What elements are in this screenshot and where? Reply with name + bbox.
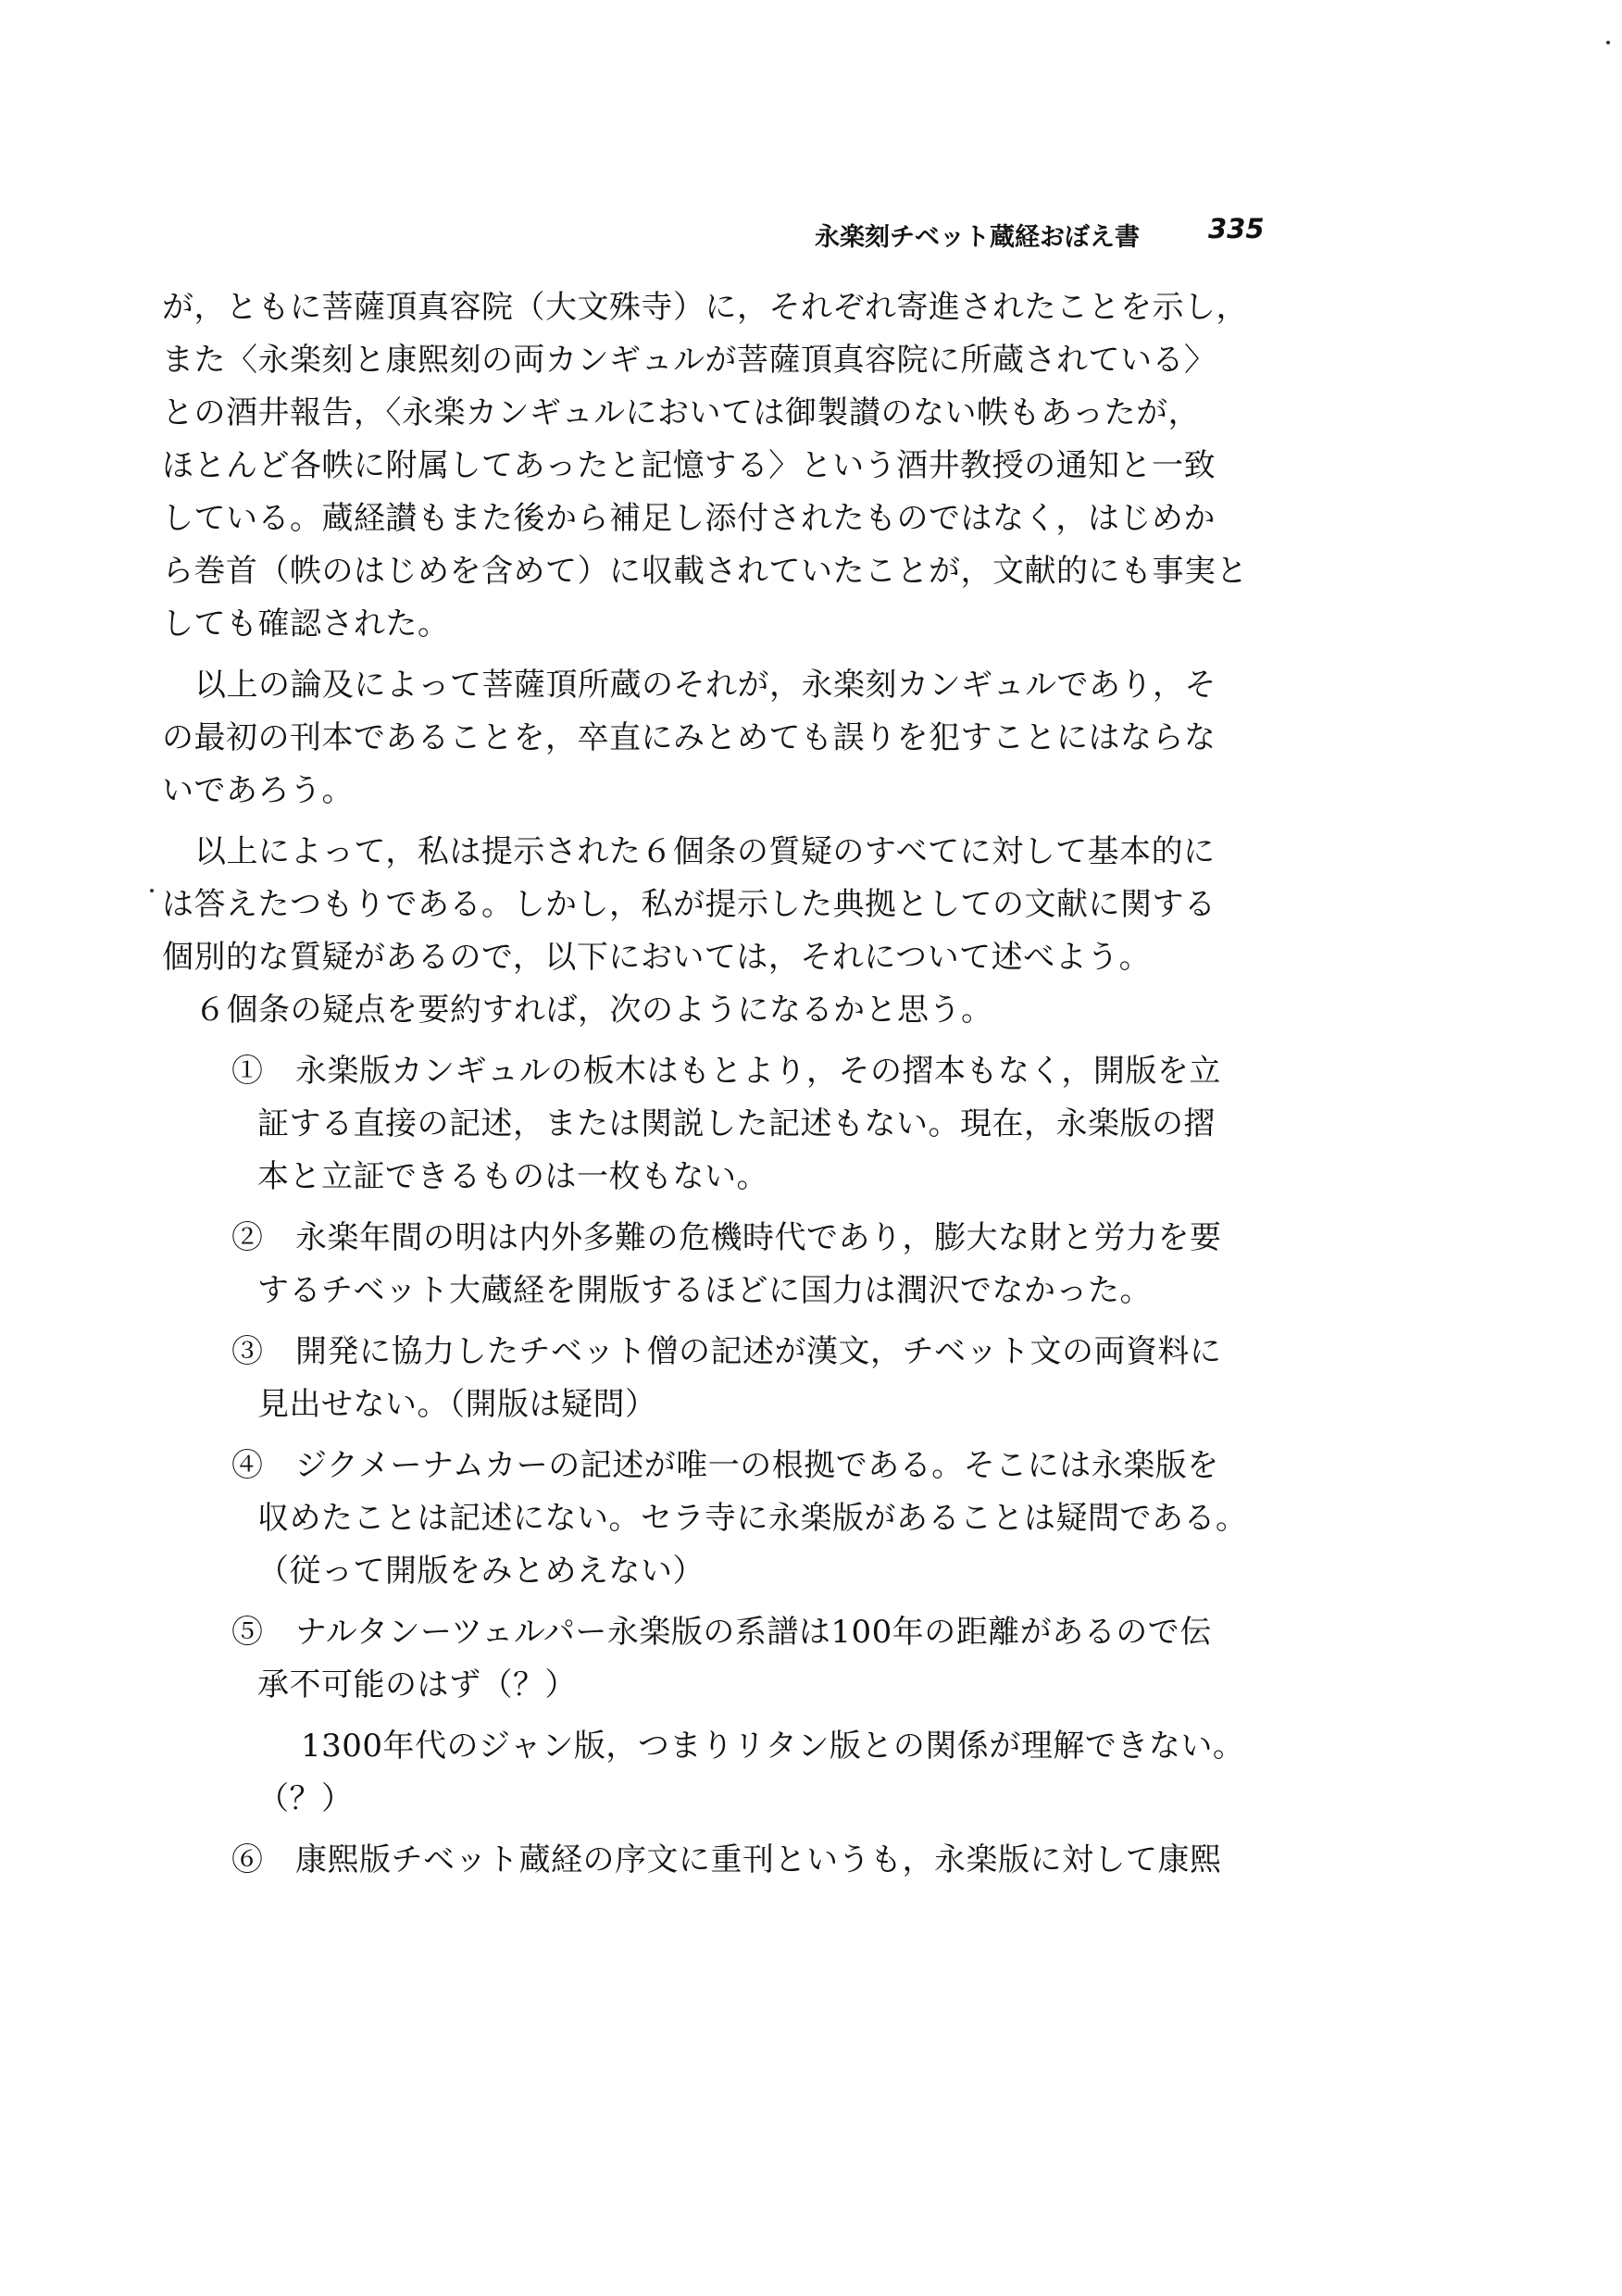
scan-speck [1606, 41, 1610, 44]
list-item-line: 収めたことは記述にない。セラ寺に永楽版があることは疑問である。 [257, 1500, 1248, 1537]
scan-speck [150, 889, 154, 892]
body-line: ら巻首（帙のはじめを含めて）に収載されていたことが，文献的にも事実と [162, 553, 1248, 590]
list-item-line: 本と立証できるものは一枚もない。 [257, 1158, 768, 1195]
body-line: 以上の論及によって菩薩頂所蔵のそれが，永楽刻カンギュルであり，そ [194, 667, 1216, 704]
body-line: 個別的な質疑があるので，以下においては，それについて述べよう。 [162, 939, 1152, 976]
running-title: 永楽刻チベット蔵経おぼえ書 [815, 223, 1140, 252]
body-line: また〈永楽刻と康熙刻の両カンギュルが菩薩頂真容院に所蔵されている〉 [162, 342, 1216, 379]
list-item-line: ① 永楽版カンギュルの板木はもとより，その摺本もなく，開版を立 [231, 1053, 1221, 1090]
list-item-line: 承不可能のはず（？） [257, 1666, 577, 1703]
list-item-line: するチベット大蔵経を開版するほどに国力は潤沢でなかった。 [257, 1272, 1152, 1309]
body-line: の最初の刊本であることを，卒直にみとめても誤りを犯すことにはならな [162, 719, 1216, 756]
list-item-line: 証する直接の記述，または関説した記述もない。現在，永楽版の摺 [257, 1105, 1216, 1142]
list-item-line: ⑤ ナルタンーツェルパー永楽版の系譜は100年の距離があるので伝 [231, 1614, 1212, 1651]
running-header [815, 213, 1278, 254]
list-item-line: （従って開版をみとめえない） [257, 1553, 705, 1590]
body-line: している。蔵経讃もまた後から補足し添付されたものではなく，はじめか [162, 500, 1216, 537]
list-item-line: ③ 開発に協力したチベット僧の記述が漢文，チベット文の両資料に [231, 1333, 1222, 1370]
list-item-note-line: （？） [257, 1780, 354, 1817]
page-number: 335 [1208, 213, 1265, 244]
list-item-line: 見出せない。（開版は疑問） [257, 1386, 657, 1423]
body-line: ６個条の疑点を要約すれば，次のようになるかと思う。 [194, 992, 993, 1029]
body-line: ほとんど各帙に附属してあったと記憶する〉という酒井教授の通知と一致 [162, 447, 1216, 484]
body-line: との酒井報告，〈永楽カンギュルにおいては御製讃のない帙もあったが， [162, 394, 1201, 431]
list-item-line: ⑥ 康熙版チベット蔵経の序文に重刊というも，永楽版に対して康熙 [231, 1841, 1222, 1878]
body-line: 以上によって，私は提示された６個条の質疑のすべてに対して基本的に [194, 833, 1216, 870]
body-line: いであろう。 [162, 772, 354, 809]
body-line: が，ともに菩薩頂真容院（大文殊寺）に，それぞれ寄進されたことを示し， [162, 289, 1248, 326]
list-item-note-line: 1300年代のジャン版，つまりリタン版との関係が理解できない。 [301, 1728, 1245, 1765]
list-item-line: ④ ジクメーナムカーの記述が唯一の根拠である。そこには永楽版を [231, 1447, 1219, 1484]
body-line: は答えたつもりである。しかし，私が提示した典拠としての文献に関する [162, 886, 1216, 923]
list-item-line: ② 永楽年間の明は内外多難の危機時代であり，膨大な財と労力を要 [231, 1219, 1222, 1256]
body-line: しても確認された。 [162, 605, 450, 643]
